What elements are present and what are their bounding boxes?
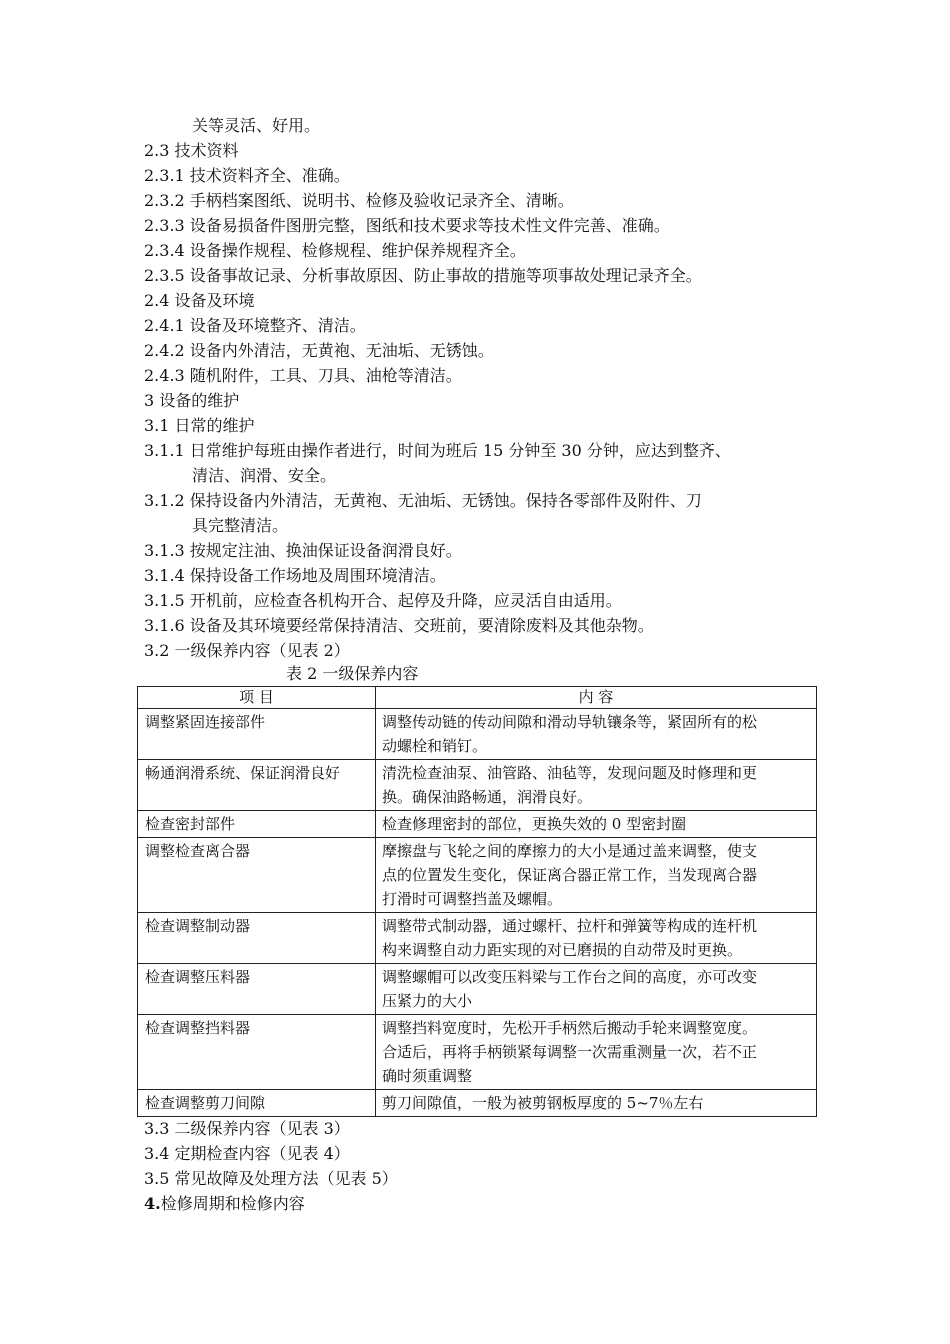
text-line: 3.1 日常的维护 bbox=[144, 416, 255, 435]
content-line: 构来调整自动力距实现的对已磨损的自动带及时更换。 bbox=[382, 941, 743, 959]
content-line: 动螺栓和销钉。 bbox=[382, 737, 488, 755]
table-caption: 表 2 一级保养内容 bbox=[286, 664, 419, 683]
row-content bbox=[376, 811, 817, 838]
section-4-heading: 4.检修周期和检修内容 bbox=[144, 1194, 305, 1213]
text-line: 3.3 二级保养内容（见表 3） bbox=[144, 1119, 350, 1138]
content-line: 合适后，再将手柄锁紧每调整一次需重测量一次，若不正 bbox=[382, 1043, 758, 1061]
text-line: 2.4.2 设备内外清洁，无黄袍、无油垢、无锈蚀。 bbox=[144, 341, 494, 360]
content-line: 确时须重调整 bbox=[382, 1067, 473, 1085]
text-line: 2.3.1 技术资料齐全、准确。 bbox=[144, 166, 350, 185]
text-line: 2.3.2 手柄档案图纸、说明书、检修及验收记录齐全、清晰。 bbox=[144, 191, 574, 210]
row-item: 调整检查离合器 bbox=[138, 838, 376, 913]
maintenance-table bbox=[137, 686, 817, 1117]
row-content bbox=[376, 760, 817, 811]
table-row bbox=[138, 1015, 817, 1090]
text-line: 3.1.5 开机前，应检查各机构开合、起停及升降，应灵活自由适用。 bbox=[144, 591, 622, 610]
row-content bbox=[376, 964, 817, 1015]
table-header-row bbox=[138, 687, 817, 709]
text-line: 2.3.3 设备易损备件图册完整，图纸和技术要求等技术性文件完善、准确。 bbox=[144, 216, 670, 235]
text-line: 3.1.3 按规定注油、换油保证设备润滑良好。 bbox=[144, 541, 462, 560]
text-line: 2.3 技术资料 bbox=[144, 141, 239, 160]
content-line: 剪刀间隙值，一般为被剪钢板厚度的 5~7％左右 bbox=[382, 1094, 704, 1112]
text-line: 3.4 定期检查内容（见表 4） bbox=[144, 1144, 350, 1163]
row-item: 检查调整挡料器 bbox=[138, 1015, 376, 1090]
table-row bbox=[138, 913, 817, 964]
text-line: 2.4.3 随机附件，工具、刀具、油枪等清洁。 bbox=[144, 366, 462, 385]
content-line: 检查修理密封的部位，更换失效的 0 型密封圈 bbox=[382, 815, 687, 833]
text-line: 3.1.4 保持设备工作场地及周围环境清洁。 bbox=[144, 566, 446, 585]
content-line: 打滑时可调整挡盖及螺帽。 bbox=[382, 890, 563, 908]
row-item: 检查密封部件 bbox=[138, 811, 376, 838]
text-line: 2.3.4 设备操作规程、检修规程、维护保养规程齐全。 bbox=[144, 241, 526, 260]
text-line: 清洁、润滑、安全。 bbox=[192, 466, 337, 485]
table-row bbox=[138, 811, 817, 838]
content-line: 换。确保油路畅通，润滑良好。 bbox=[382, 788, 593, 806]
row-content bbox=[376, 1015, 817, 1090]
content-line: 调整挡料宽度时，先松开手柄然后搬动手轮来调整宽度。 bbox=[382, 1019, 758, 1037]
row-item: 检查调整制动器 bbox=[138, 913, 376, 964]
text-line: 3.2 一级保养内容（见表 2） bbox=[144, 641, 350, 660]
header-item: 项 目 bbox=[138, 687, 376, 709]
content-line: 清洗检查油泵、油管路、油毡等，发现问题及时修理和更 bbox=[382, 764, 758, 782]
row-content bbox=[376, 838, 817, 913]
table-row bbox=[138, 838, 817, 913]
text-line: 3.1.2 保持设备内外清洁，无黄袍、无油垢、无锈蚀。保持各零部件及附件、刀 bbox=[144, 491, 702, 510]
row-item: 畅通润滑系统、保证润滑良好 bbox=[138, 760, 376, 811]
row-item: 检查调整压料器 bbox=[138, 964, 376, 1015]
text-line: 关等灵活、好用。 bbox=[192, 116, 321, 135]
table-row bbox=[138, 964, 817, 1015]
table-row bbox=[138, 1090, 817, 1117]
text-line: 2.3.5 设备事故记录、分析事故原因、防止事故的措施等项事故处理记录齐全。 bbox=[144, 266, 702, 285]
row-content bbox=[376, 709, 817, 760]
row-item: 调整紧固连接部件 bbox=[138, 709, 376, 760]
text-line: 3.5 常见故障及处理方法（见表 5） bbox=[144, 1169, 398, 1188]
table-row bbox=[138, 709, 817, 760]
table-row bbox=[138, 760, 817, 811]
row-item: 检查调整剪刀间隙 bbox=[138, 1090, 376, 1117]
text-line: 2.4.1 设备及环境整齐、清洁。 bbox=[144, 316, 366, 335]
text-line: 3.1.1 日常维护每班由操作者进行，时间为班后 15 分钟至 30 分钟，应达到整齐、 bbox=[144, 441, 731, 460]
content-line: 压紧力的大小 bbox=[382, 992, 473, 1010]
content-line: 调整传动链的传动间隙和滑动导轨镶条等，紧固所有的松 bbox=[382, 713, 758, 731]
row-content bbox=[376, 913, 817, 964]
content-line: 调整螺帽可以改变压料梁与工作台之间的高度，亦可改变 bbox=[382, 968, 758, 986]
row-content bbox=[376, 1090, 817, 1117]
header-content: 内 容 bbox=[376, 687, 817, 709]
content-line: 摩擦盘与飞轮之间的摩擦力的大小是通过盖来调整，使支 bbox=[382, 842, 758, 860]
text-line: 3.1.6 设备及其环境要经常保持清洁、交班前，要清除废料及其他杂物。 bbox=[144, 616, 654, 635]
content-line: 点的位置发生变化，保证离合器正常工作，当发现离合器 bbox=[382, 866, 758, 884]
text-line: 3 设备的维护 bbox=[144, 391, 240, 410]
text-line: 具完整清洁。 bbox=[192, 516, 289, 535]
content-line: 调整带式制动器，通过螺杆、拉杆和弹簧等构成的连杆机 bbox=[382, 917, 758, 935]
text-line: 2.4 设备及环境 bbox=[144, 291, 255, 310]
